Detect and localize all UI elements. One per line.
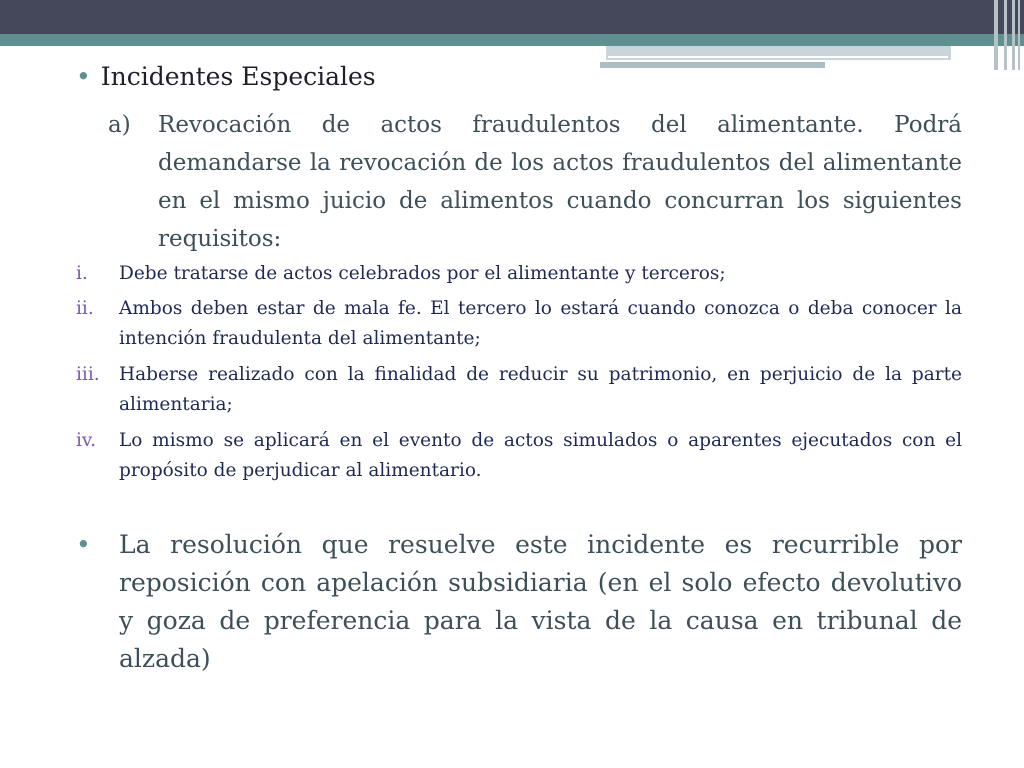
header-white-strip	[608, 56, 948, 58]
closing-paragraph	[76, 526, 962, 678]
header-thin-bar	[600, 62, 825, 68]
header-stripe	[1012, 0, 1015, 70]
requirement-text: Ambos deben estar de mala fe. El tercero lo estará cuando conozca o deba conocer la intención fraudulenta del alimentante;	[119, 298, 962, 349]
header-stripe	[1018, 0, 1020, 70]
header-stripe	[1004, 0, 1007, 70]
requirement-number: iv.	[76, 430, 97, 451]
header-dark-band	[0, 0, 1024, 34]
paragraph-a-text: Revocación de actos fraudulentos del alimentante. Podrá demandarse la revocación de los actos fraudulentos del alimentante en el mismo juicio de alimentos cuando concurran los siguientes requisitos:	[158, 112, 962, 252]
requirement-item	[76, 294, 962, 354]
paragraph-a	[108, 106, 962, 258]
header-stripe	[994, 0, 998, 70]
requirement-item	[76, 259, 962, 289]
requirement-text: Haberse realizado con la finalidad de reducir su patrimonio, en perjuicio de la parte alimentaria;	[119, 364, 962, 415]
paragraph-marker: a)	[108, 112, 131, 138]
requirement-number: ii.	[76, 298, 94, 319]
bullet-icon: •	[76, 530, 91, 559]
requirement-item	[76, 360, 962, 420]
requirement-number: iii.	[76, 364, 100, 385]
header-teal-bar	[0, 34, 1024, 46]
requirement-number: i.	[76, 263, 88, 284]
requirement-text: Lo mismo se aplicará en el evento de actos simulados o aparentes ejecutados con el propósito de perjudicar al alimentario.	[119, 430, 962, 481]
section-heading	[76, 62, 376, 91]
section-title: Incidentes Especiales	[100, 62, 376, 91]
bullet-icon: •	[76, 62, 91, 91]
requirement-text: Debe tratarse de actos celebrados por el alimentante y terceros;	[119, 263, 726, 284]
requirement-item	[76, 426, 962, 486]
closing-text: La resolución que resuelve este incidente es recurrible por reposición con apelación subsidiaria (en el solo efecto devolutivo y goza de preferencia para la vista de la causa en tribunal de alzada)	[119, 530, 962, 673]
